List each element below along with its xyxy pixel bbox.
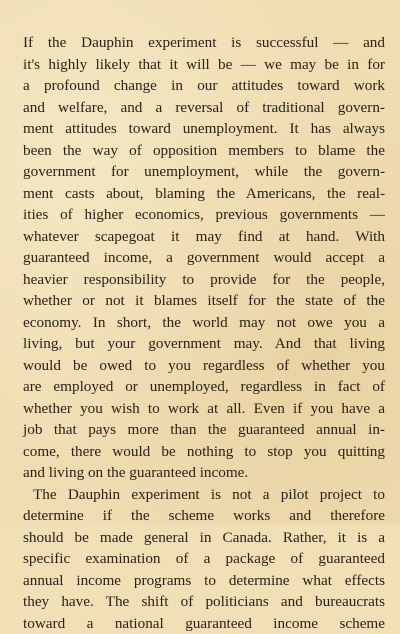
text-line: whether you wish to work at all. Even if you have a xyxy=(23,399,385,417)
text-line: ment attitudes toward unemployment. It has always xyxy=(23,120,385,137)
paragraph-2 xyxy=(23,484,385,632)
text-line: and living on the guaranteed income. xyxy=(23,464,249,481)
text-line: annual income programs to determine what effects xyxy=(23,571,385,589)
text-line: are employed or unemployed, regardless in fact of xyxy=(23,378,385,395)
text-line: toward a national guaranteed income scheme xyxy=(23,614,385,632)
text-line: ment casts about, blaming the Americans, the real- xyxy=(23,184,385,202)
text-line: come, there would be nothing to stop you quitting xyxy=(23,442,385,460)
text-line: been the way of opposition members to blame the xyxy=(23,141,385,159)
article-column xyxy=(23,32,385,632)
text-line: whatever scapegoat it may find at hand. With xyxy=(23,227,385,245)
text-line: it's highly likely that it will be — we may be in for xyxy=(23,55,385,73)
text-line: specific examination of a package of guaranteed xyxy=(23,550,385,567)
text-line: and welfare, and a reversal of traditional govern- xyxy=(23,98,385,116)
text-line: a profound change in our attitudes toward work xyxy=(23,77,385,94)
text-line: whether or not it blames itself for the state of the xyxy=(23,292,385,309)
text-line: ities of higher economics, previous governments — xyxy=(23,206,385,223)
paragraph-1 xyxy=(23,32,385,484)
text-line: heavier responsibility to provide for the people, xyxy=(23,270,385,288)
text-line: government for unemployment, while the govern- xyxy=(23,163,385,180)
text-line: they have. The shift of politicians and bureaucrats xyxy=(23,593,385,610)
text-line: living, but your government may. And that living xyxy=(23,335,385,352)
text-line: guaranteed income, a government would accept a xyxy=(23,249,385,266)
text-line: should be made general in Canada. Rather, it is a xyxy=(23,528,385,546)
text-line: If the Dauphin experiment is successful — and xyxy=(23,34,385,51)
text-line: would be owed to you regardless of whether you xyxy=(23,356,385,374)
text-line: determine if the scheme works and therefore xyxy=(23,507,385,524)
text-line: economy. In short, the world may not owe you a xyxy=(23,313,385,331)
text-line: The Dauphin experiment is not a pilot project to xyxy=(33,485,385,503)
text-line: job that pays more than the guaranteed annual in- xyxy=(23,421,385,438)
